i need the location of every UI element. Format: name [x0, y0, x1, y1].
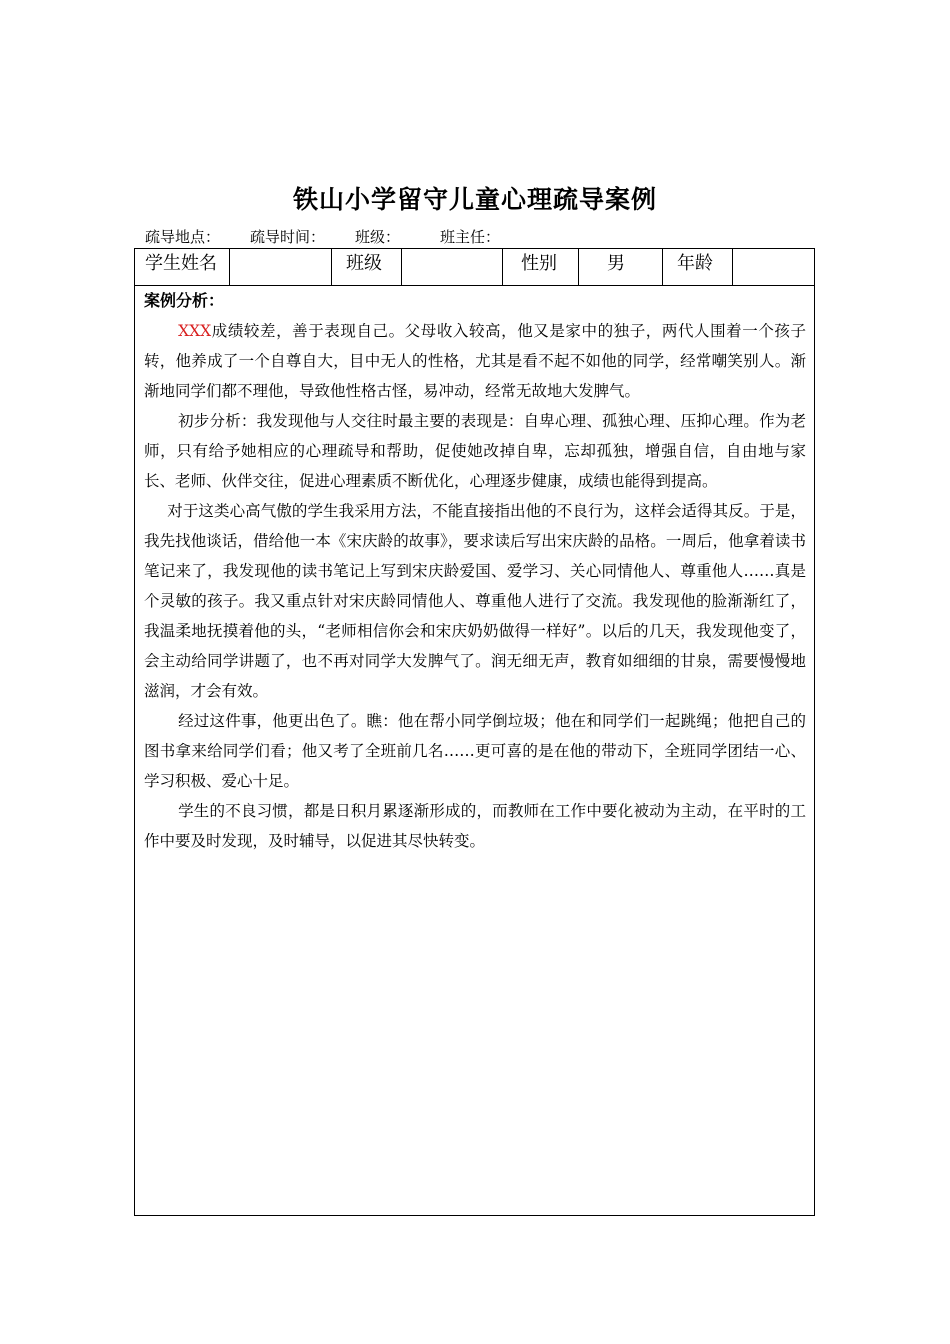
student-info-row	[135, 249, 814, 286]
paragraph-2: 初步分析：我发现他与人交往时最主要的表现是：自卑心理、孤独心理、压抑心理。作为老师，只有给予她相应的心理疏导和帮助，促使她改掉自卑，忘却孤独，增强自信，自由地与家长、老师、伙伴交往，促进心理素质不断优化，心理逐步健康，成绩也能得到提高。	[144, 412, 806, 490]
age-label: 年龄	[663, 249, 733, 285]
student-name-label: 学生姓名	[135, 249, 230, 285]
paragraph-3: 对于这类心高气傲的学生我采用方法，不能直接指出他的不良行为，这样会适得其反。于是，我先找他谈话，借给他一本《宋庆龄的故事》，要求读后写出宋庆龄的品格。一周后，他拿着读书笔记来了，我发现他的读书笔记上写到宋庆龄爱国、爱学习、关心同情他人、尊重他人……真是个灵敏的孩子。我又重点针对宋庆龄同情他人、尊重他人进行了交流。我发现他的脸渐渐红了，我温柔地抚摸着他的头，“老师相信你会和宋庆奶奶做得一样好”。以后的几天，我发现他变了，会主动给同学讲题了，也不再对同学大发脾气了。润无细无声，教育如细细的甘泉，需要慢慢地滋润，才会有效。	[144, 502, 806, 700]
class-label-cell: 班级	[332, 249, 402, 285]
location-label: 疏导地点：	[145, 228, 221, 246]
teacher-label: 班主任：	[440, 228, 501, 246]
time-label: 疏导时间：	[250, 228, 326, 246]
class-value	[402, 249, 503, 285]
case-form	[134, 248, 815, 1216]
age-value	[733, 249, 814, 285]
page-title: 铁山小学留守儿童心理疏导案例	[292, 185, 657, 214]
paragraph-4: 经过这件事，他更出色了。瞧：他在帮小同学倒垃圾；他在和同学们一起跳绳；他把自己的图书拿来给同学们看；他又考了全班前几名……更可喜的是在他的带动下，全班同学团结一心、学习积极、爱心十足。	[144, 712, 806, 790]
class-label: 班级：	[355, 228, 401, 246]
paragraph-1-text: 成绩较差，善于表现自己。父母收入较高，他又是家中的独子，两代人围着一个孩子转，他养成了一个自尊自大，目中无人的性格，尤其是看不起不如他的同学，经常嘲笑别人。渐渐地同学们都不理他，导致他性格古怪，易冲动，经常无故地大发脾气。	[144, 322, 806, 400]
gender-label: 性别	[503, 249, 579, 285]
student-placeholder-name: XXX	[178, 322, 212, 340]
student-name-value	[230, 249, 332, 285]
case-analysis-body	[144, 316, 806, 856]
paragraph-5: 学生的不良习惯，都是日积月累逐渐形成的，而教师在工作中要化被动为主动，在平时的工作中要及时发现，及时辅导，以促进其尽快转变。	[144, 802, 806, 850]
case-analysis-heading: 案例分析：	[144, 291, 225, 310]
gender-value: 男	[579, 249, 663, 285]
paragraph-1	[144, 316, 806, 406]
meta-line	[145, 226, 500, 248]
